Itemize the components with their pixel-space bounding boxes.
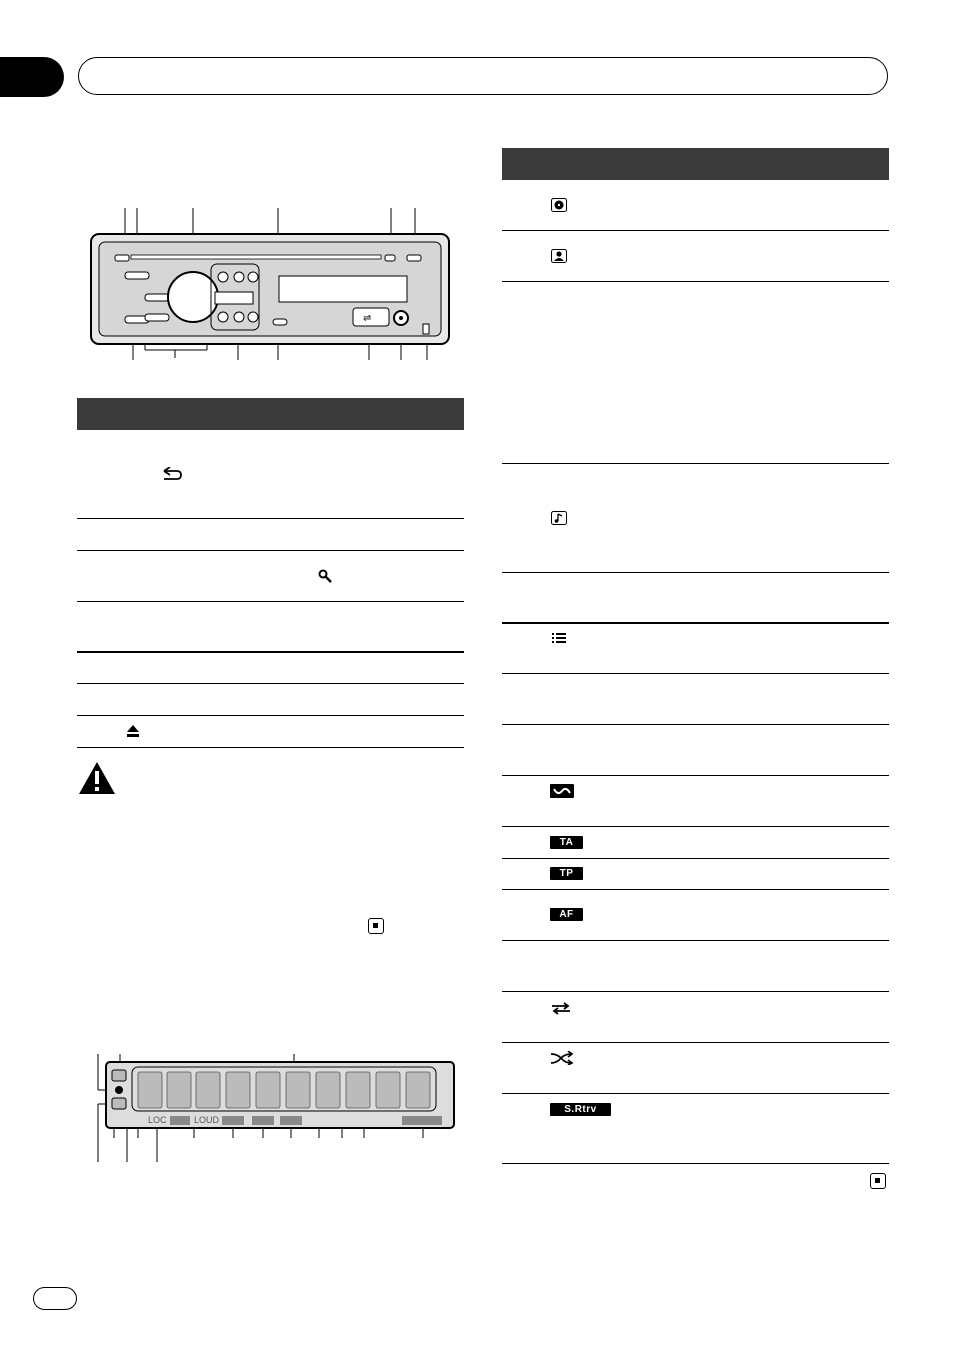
table-row-divider — [502, 1042, 889, 1043]
af-badge: AF — [550, 908, 583, 921]
table-row-divider — [502, 775, 889, 776]
table-row-divider — [502, 463, 889, 464]
table-row-divider — [502, 622, 889, 624]
display-label-loc: LOC — [148, 1115, 167, 1125]
table-row-divider — [502, 572, 889, 573]
folder-list-icon — [551, 632, 567, 646]
table-row-divider — [77, 651, 464, 653]
ta-badge: TA — [550, 836, 583, 849]
end-of-section-icon — [368, 918, 384, 934]
head-unit-illustration — [85, 200, 465, 370]
sound-retriever-icon — [550, 784, 574, 798]
table-row-divider — [77, 747, 464, 748]
indicators-table-header — [502, 148, 889, 180]
chapter-title-bar — [78, 57, 888, 95]
svg-text:⇌: ⇌ — [363, 313, 372, 324]
table-row-divider — [77, 518, 464, 519]
table-row-divider — [502, 1093, 889, 1094]
table-row-divider — [77, 550, 464, 551]
disc-icon — [551, 198, 567, 212]
artist-icon — [551, 249, 567, 263]
tp-badge: TP — [550, 867, 583, 880]
table-row-divider — [502, 673, 889, 674]
repeat-icon — [550, 1001, 572, 1015]
return-arrow-icon — [160, 467, 184, 483]
table-row-divider — [502, 230, 889, 231]
eject-icon — [126, 724, 140, 738]
table-row-divider — [502, 724, 889, 725]
table-row-divider — [502, 889, 889, 890]
page-number — [33, 1287, 77, 1310]
controls-table-header — [77, 398, 464, 430]
end-of-section-icon — [870, 1173, 886, 1189]
search-icon — [318, 569, 334, 585]
table-row-divider — [502, 940, 889, 941]
table-row-divider — [502, 281, 889, 282]
song-icon — [551, 511, 567, 525]
warning-triangle-icon — [77, 760, 117, 796]
display-label-loud: LOUD — [194, 1115, 220, 1125]
table-row-divider — [502, 858, 889, 859]
section-tab — [0, 57, 64, 97]
table-row-divider — [77, 601, 464, 602]
table-row-divider — [502, 991, 889, 992]
display-illustration — [90, 1050, 460, 1165]
table-row-divider — [502, 826, 889, 827]
table-row-divider — [502, 1163, 889, 1164]
sretriever-badge: S.Rtrv — [550, 1103, 611, 1116]
table-row-divider — [77, 715, 464, 716]
table-row-divider — [77, 683, 464, 684]
shuffle-icon — [550, 1051, 574, 1065]
